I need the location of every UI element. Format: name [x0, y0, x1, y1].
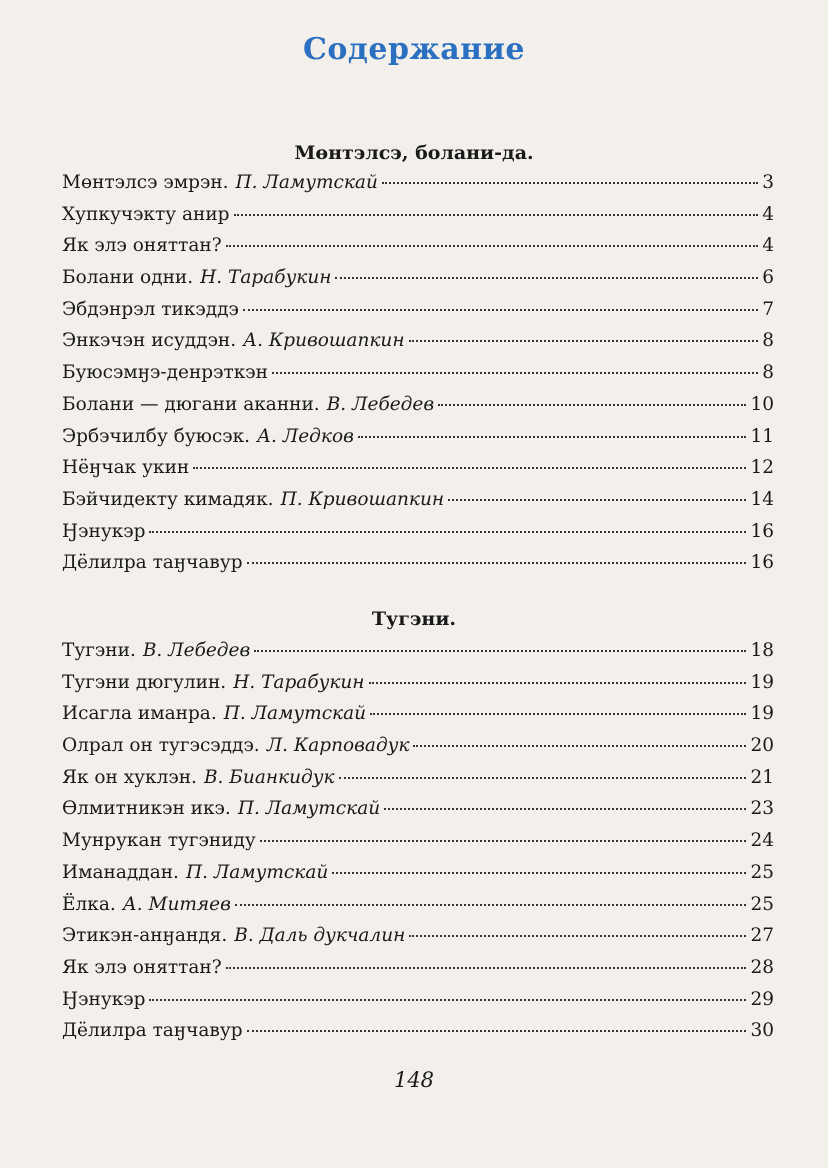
entry-title: Болани — дюгани аканни.: [62, 393, 320, 415]
toc-entry: [62, 703, 774, 735]
entry-title: Энкэчэн исуддэн.: [62, 330, 237, 352]
entry-title: Буюсэмӈэ-денрэткэн: [62, 362, 269, 384]
toc-entry: [62, 204, 774, 236]
entry-title: Як элэ оняттан?: [62, 956, 222, 978]
toc-entry: [62, 925, 774, 957]
dot-leader: [409, 935, 746, 937]
entry-title: Ӈэнукэр: [62, 988, 146, 1010]
entry-author: Н. Тарабукин: [233, 671, 365, 693]
entry-author: П. Ламутскай: [237, 798, 381, 820]
toc-entry: [62, 172, 774, 204]
entry-page: 25: [750, 893, 774, 915]
entry-page: 21: [750, 766, 774, 788]
entry-page: 4: [762, 203, 774, 225]
toc-entry: [62, 235, 774, 267]
entry-page: 14: [750, 488, 774, 510]
toc-entry: [62, 457, 774, 489]
dot-leader: [438, 404, 746, 406]
entry-author: П. Ламутскай: [223, 703, 367, 725]
toc-entry: [62, 426, 774, 458]
entry-page: 25: [750, 861, 774, 883]
entry-author: П. Кривошапкин: [280, 488, 445, 510]
entry-page: 16: [750, 552, 774, 574]
entry-title: Дёлилра таӈчавур: [62, 1020, 243, 1042]
entry-title: Олрал он тугэсэддэ.: [62, 735, 260, 757]
entry-page: 10: [750, 393, 774, 415]
entry-title: Тугэни.: [62, 640, 136, 661]
entry-author: А. Митяев: [122, 893, 231, 915]
dot-leader: [272, 372, 758, 374]
entry-page: 29: [750, 988, 774, 1010]
dot-leader: [260, 840, 747, 842]
toc-entry: [62, 767, 774, 799]
entry-title: Хупкучэкту анир: [62, 203, 230, 225]
dot-leader: [243, 309, 758, 311]
dot-leader: [409, 340, 759, 342]
entry-author: П. Ламутскай: [185, 861, 329, 883]
entry-page: 8: [762, 362, 774, 384]
toc-entry: [62, 640, 774, 672]
entry-page: 8: [762, 330, 774, 352]
entry-title: Ӈэнукэр: [62, 520, 146, 542]
dot-leader: [234, 214, 759, 216]
entry-author: В. Лебедев: [326, 393, 435, 415]
section-heading: Мөнтэлсэ, болани-да.: [294, 142, 534, 164]
dot-leader: [339, 777, 747, 779]
entry-title: Дёлилра таӈчавур: [62, 552, 243, 574]
dot-leader: [247, 1030, 747, 1032]
toc-list: [62, 640, 774, 1052]
toc-entry: [62, 299, 774, 331]
dot-leader: [384, 808, 746, 810]
toc-entry: [62, 521, 774, 553]
entry-author: В. Лебедев: [142, 640, 251, 661]
entry-page: 19: [750, 703, 774, 725]
entry-page: 12: [750, 457, 774, 479]
dot-leader: [149, 999, 746, 1001]
dot-leader: [358, 436, 747, 438]
toc-entry: [62, 394, 774, 426]
dot-leader: [413, 745, 746, 747]
toc-entry: [62, 1020, 774, 1052]
toc-entry: [62, 489, 774, 521]
toc-entry: [62, 798, 774, 830]
entry-title: Иманаддан.: [62, 861, 179, 883]
dot-leader: [332, 872, 746, 874]
entry-page: 23: [750, 798, 774, 820]
entry-author: Л. Карповадук: [266, 735, 410, 757]
dot-leader: [382, 182, 758, 184]
toc-entry: [62, 862, 774, 894]
toc-entry: [62, 552, 774, 584]
entry-page: 11: [750, 425, 774, 447]
entry-title: Нёӈчак укин: [62, 457, 190, 479]
dot-leader: [226, 245, 759, 247]
toc-entry: [62, 894, 774, 926]
entry-author: А. Кривошапкин: [243, 330, 405, 352]
entry-page: 27: [750, 925, 774, 947]
dot-leader: [149, 531, 746, 533]
toc-entry: [62, 957, 774, 989]
entry-title: Мунрукан тугэниду: [62, 830, 256, 852]
entry-author: П. Ламутскай: [235, 172, 378, 193]
dot-leader: [226, 967, 747, 969]
dot-leader: [235, 904, 747, 906]
page-number: 148: [393, 1068, 435, 1092]
entry-title: Як элэ оняттан?: [62, 235, 222, 257]
entry-page: 7: [762, 298, 774, 320]
entry-author: В. Даль дукчалин: [234, 925, 406, 947]
entry-title: Исагла иманра.: [62, 703, 217, 725]
toc-entry: [62, 362, 774, 394]
entry-author: А. Ледков: [257, 425, 354, 447]
toc-entry: [62, 735, 774, 767]
entry-page: 3: [762, 172, 774, 193]
entry-title: Ёлка.: [62, 893, 116, 915]
entry-author: В. Бианкидук: [203, 766, 335, 788]
dot-leader: [193, 467, 746, 469]
entry-page: 30: [750, 1020, 774, 1042]
entry-page: 18: [750, 640, 774, 661]
entry-title: Өлмитникэн икэ.: [62, 798, 231, 820]
entry-title: Этикэн-анӈандя.: [62, 925, 228, 947]
entry-page: 16: [750, 520, 774, 542]
toc-entry: [62, 672, 774, 704]
toc-entry: [62, 267, 774, 299]
entry-page: 28: [750, 956, 774, 978]
dot-leader: [448, 499, 746, 501]
entry-page: 4: [762, 235, 774, 257]
entry-title: Болани одни.: [62, 267, 194, 289]
entry-title: Як он хуклэн.: [62, 766, 197, 788]
dot-leader: [335, 277, 758, 279]
dot-leader: [370, 713, 746, 715]
entry-page: 6: [762, 267, 774, 289]
entry-page: 24: [750, 830, 774, 852]
entry-title: Мөнтэлсэ эмрэн.: [62, 172, 229, 193]
toc-entry: [62, 330, 774, 362]
entry-title: Эбдэнрэл тикэддэ: [62, 298, 239, 320]
toc-entry: [62, 989, 774, 1021]
entry-title: Тугэни дюгулин.: [62, 671, 227, 693]
toc-list: [62, 172, 774, 584]
entry-title: Эрбэчилбу буюсэк.: [62, 425, 251, 447]
section-heading: Тугэни.: [371, 608, 457, 630]
entry-page: 19: [750, 671, 774, 693]
dot-leader: [369, 682, 747, 684]
dot-leader: [254, 650, 746, 652]
entry-page: 20: [750, 735, 774, 757]
entry-title: Бэйчидекту кимадяк.: [62, 488, 274, 510]
entry-author: Н. Тарабукин: [200, 267, 332, 289]
toc-entry: [62, 830, 774, 862]
page-title: Содержание: [303, 32, 525, 67]
dot-leader: [247, 562, 747, 564]
